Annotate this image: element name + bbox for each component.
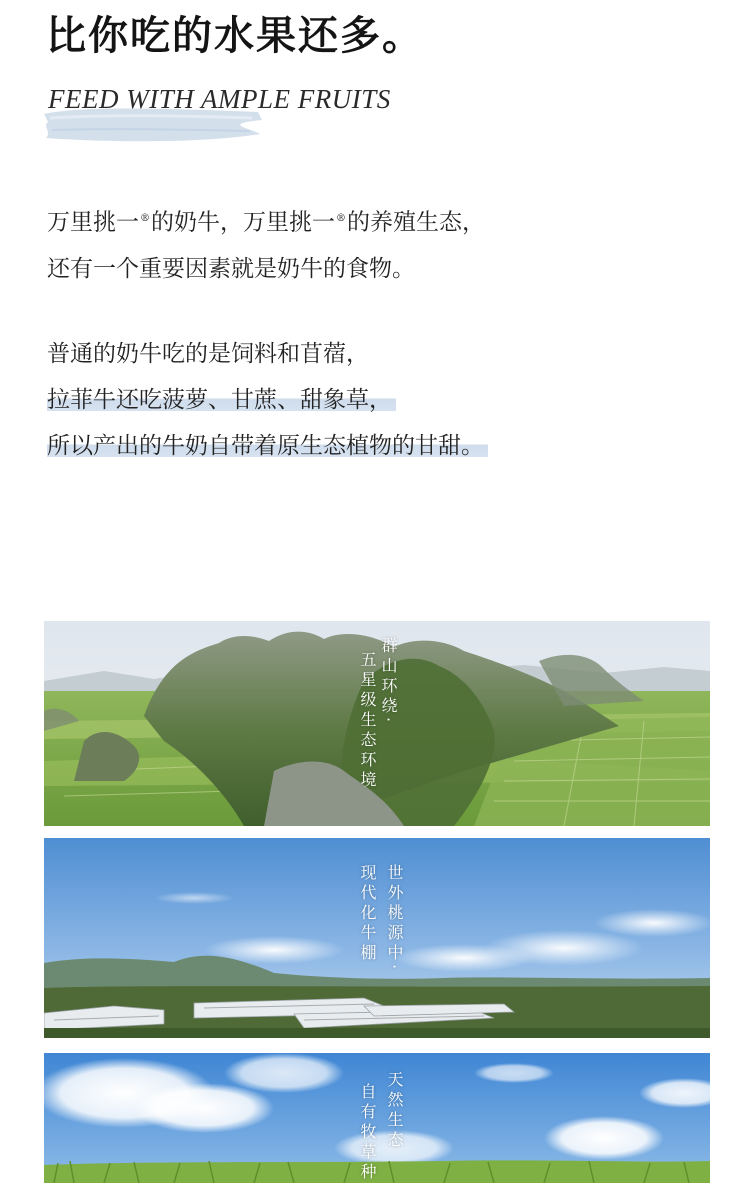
feed-line-1: 普通的奶牛吃的是饲料和苜蓿， [47,341,369,367]
subtitle-english: FEED WITH AMPLE FRUITS [48,84,391,114]
registered-mark: ® [140,213,150,224]
feed-line-3 [47,423,488,469]
photo-caption-col2: 自有牧草种 [358,1083,377,1183]
intro-text-c: 的养殖生态， [347,209,485,236]
intro-text-b: 的奶牛，万里挑一 [151,209,335,236]
modern-barn-photo [44,838,710,1038]
feed-line-3-highlight: 所以产出的牛奶自带着原生态植物的甘甜。 [47,433,488,459]
intro-paragraph [47,196,485,292]
subtitle-block [40,80,460,150]
photo-caption-col2: 现代化牛棚 [358,864,377,964]
photo-caption-col2: 五星级生态环境 [358,651,377,791]
intro-line-1 [47,196,485,246]
mountain-landscape-photo [44,621,710,826]
photo-caption-col1: 世外桃源中· [385,864,404,974]
feed-line-2 [47,377,488,423]
feed-line-2-highlight: 拉菲牛还吃菠萝、甘蔗、甜象草， [47,387,396,413]
photo-caption-col1: 天然生态 [385,1071,404,1151]
registered-mark: ® [336,213,346,224]
page-title: 比你吃的水果还多。 [46,13,424,59]
intro-text-a: 万里挑一 [47,209,139,236]
photo-caption-col1: 群山环绕· [379,637,398,727]
intro-line-2: 还有一个重要因素就是奶牛的食物。 [47,255,415,282]
pasture-photo [44,1053,710,1183]
feed-paragraph [47,331,488,469]
